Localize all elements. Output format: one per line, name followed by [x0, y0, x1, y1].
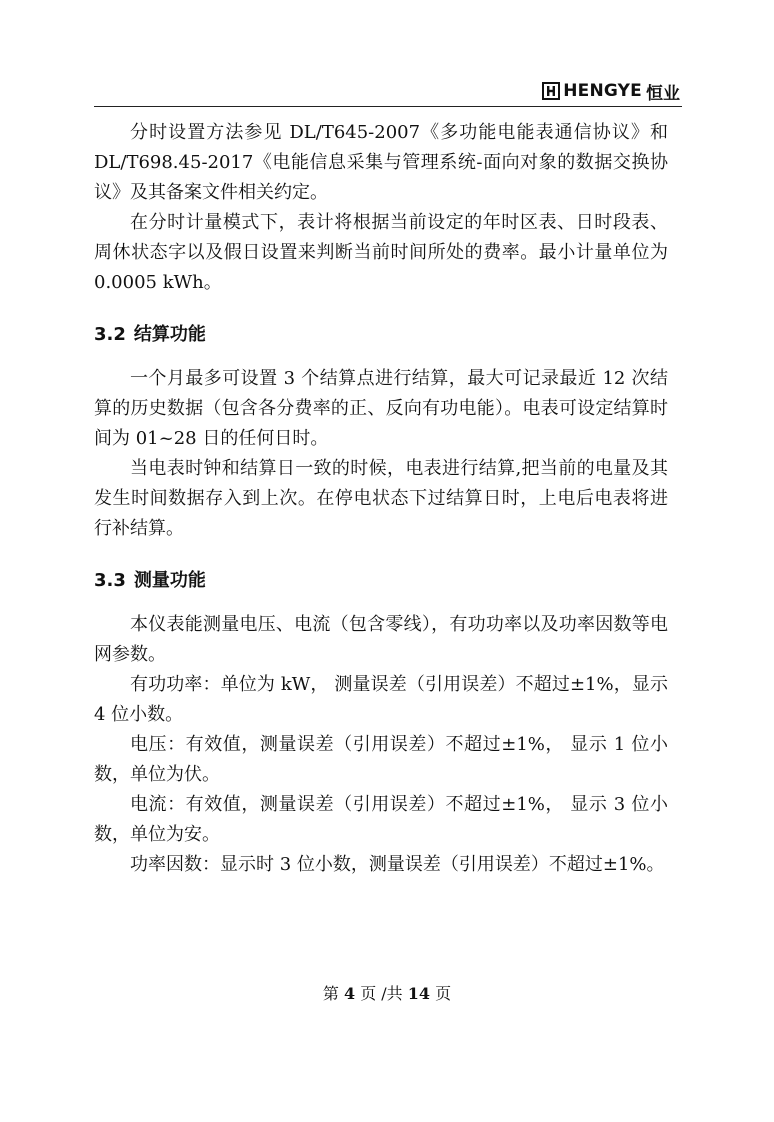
page-header: [94, 76, 682, 107]
footer-prefix: 第: [322, 984, 339, 1003]
section-heading-measurement: [94, 566, 668, 596]
paragraph: 本仪表能测量电压、电流（包含零线），有功功率以及功率因数等电网参数。: [94, 614, 668, 665]
paragraph: 电压：有效值，测量误差（引用误差）不超过±1%， 显示 1 位小数，单位为伏。: [94, 734, 668, 785]
section-measurement: [94, 610, 668, 880]
logo-chinese-text: 恒业: [646, 83, 680, 104]
company-logo: [542, 80, 680, 102]
section-intro: [94, 118, 668, 298]
document-body: [94, 118, 668, 880]
total-page-number: 14: [407, 984, 431, 1003]
section-title: 结算功能: [133, 324, 206, 345]
hengye-logo-icon: [542, 82, 560, 100]
section-title: 测量功能: [133, 570, 206, 591]
section-number: 3.2: [94, 324, 126, 345]
paragraph: 在分时计量模式下，表计将根据当前设定的年时区表、日时段表、周休状态字以及假日设置来判断当前时间所处的费率。最小计量单位为 0.0005 kWh。: [94, 212, 668, 293]
section-number: 3.3: [94, 570, 126, 591]
paragraph: 功率因数：显示时 3 位小数，测量误差（引用误差）不超过±1%。: [130, 854, 665, 875]
paragraph: 有功功率：单位为 kW， 测量误差（引用误差）不超过±1%，显示 4 位小数。: [94, 674, 668, 725]
logo-text: HENGYE: [563, 81, 642, 101]
current-page-number: 4: [343, 984, 356, 1003]
footer-suffix: 页: [435, 984, 452, 1003]
section-heading-settlement: [94, 320, 668, 350]
paragraph: 当电表时钟和结算日一致的时候，电表进行结算,把当前的电量及其发生时间数据存入到上次。在停电状态下过结算日时，上电后电表将进行补结算。: [94, 458, 668, 539]
page-footer: [0, 982, 774, 1006]
section-settlement: [94, 364, 668, 544]
paragraph: 电流：有效值，测量误差（引用误差）不超过±1%， 显示 3 位小数，单位为安。: [94, 794, 668, 845]
paragraph: 分时设置方法参见 DL/T645-2007《多功能电能表通信协议》和 DL/T698.45-2017《电能信息采集与管理系统-面向对象的数据交换协议》及其备案文件相关约定。: [94, 122, 668, 203]
paragraph: 一个月最多可设置 3 个结算点进行结算，最大可记录最近 12 次结算的历史数据（包含各分费率的正、反向有功电能）。电表可设定结算时间为 01~28 日的任何日时。: [94, 368, 668, 449]
footer-mid: 页 /共: [360, 984, 403, 1003]
